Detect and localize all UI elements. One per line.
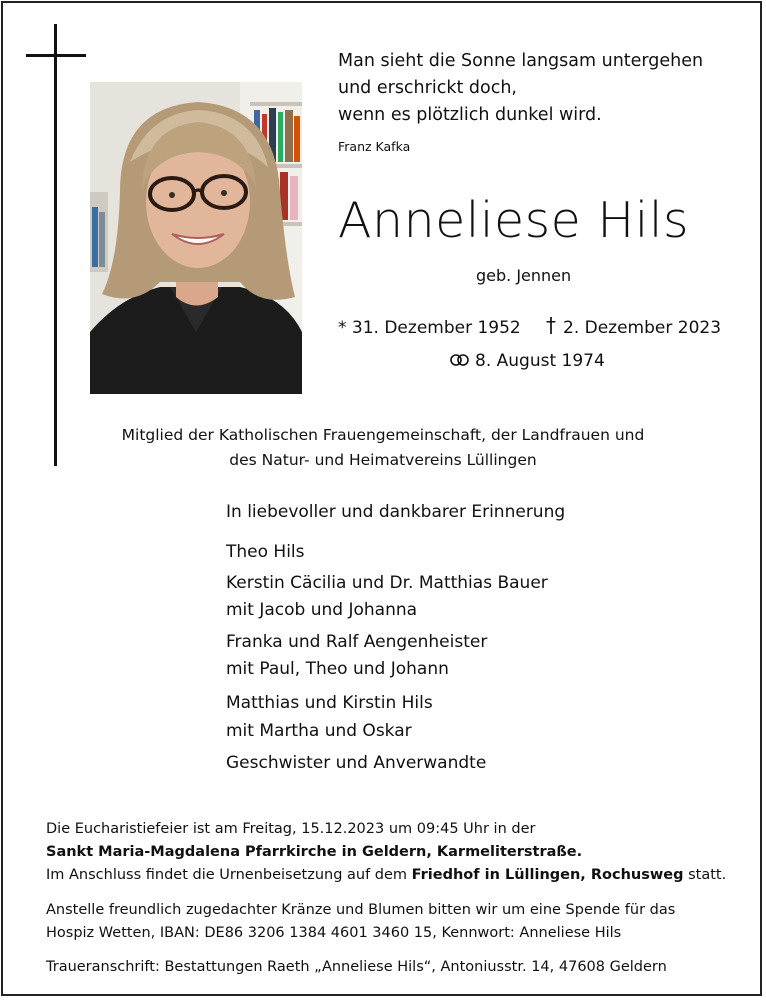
death-cross-icon: †: [546, 313, 556, 337]
maiden-name: geb. Jennen: [476, 266, 572, 285]
mourner-entry: mit Paul, Theo und Johann: [226, 659, 449, 679]
birth-date: * 31. Dezember 1952: [338, 318, 521, 338]
service-info: [46, 818, 726, 887]
mourners-intro: In liebevoller und dankbarer Erinnerung: [226, 502, 566, 522]
quote-author: Franz Kafka: [338, 139, 411, 154]
deceased-name: Anneliese Hils: [338, 192, 690, 249]
mourning-address: Traueranschrift: Bestattungen Raeth „Anneliese Hils“, Antoniusstr. 14, 47608 Geldern: [46, 959, 667, 975]
membership-line: Mitglied der Katholischen Frauengemeinschaft, der Landfrauen und: [121, 426, 645, 444]
mourner-entry: Matthias und Kirstin Hils: [226, 693, 433, 713]
quote-line: Man sieht die Sonne langsam untergehen: [338, 51, 704, 71]
donation-line: Hospiz Wetten, IBAN: DE86 3206 1384 4601 3460 15, Kennwort: Anneliese Hils: [46, 925, 622, 941]
donation-line: Anstelle freundlich zugedachter Kränze und Blumen bitten wir um eine Spende für das: [46, 902, 676, 918]
wedding-date: 8. August 1974: [475, 351, 605, 371]
membership-line: des Natur- und Heimatvereins Lüllingen: [229, 451, 537, 469]
mourner-entry: Kerstin Cäcilia und Dr. Matthias Bauer: [226, 573, 548, 593]
cemetery-location: Friedhof in Lüllingen, Rochusweg: [411, 867, 684, 883]
death-date: 2. Dezember 2023: [563, 318, 722, 338]
quote-line: wenn es plötzlich dunkel wird.: [338, 105, 602, 125]
mourner-entry: mit Martha und Oskar: [226, 721, 412, 741]
church-location: Sankt Maria-Magdalena Pfarrkirche in Geldern, Karmeliterstraße.: [46, 844, 583, 860]
service-line: Die Eucharistiefeier ist am Freitag, 15.12.2023 um 09:45 Uhr in der: [46, 821, 536, 837]
membership-text: [0, 423, 766, 473]
quote-text: [338, 48, 703, 129]
donation-info: [46, 899, 675, 945]
portrait-photo: [90, 82, 302, 394]
burial-line: Im Anschluss findet die Urnenbeisetzung auf dem Friedhof in Lüllingen, Rochusweg statt.: [46, 867, 727, 883]
quote-line: und erschrickt doch,: [338, 78, 517, 98]
mourner-entry: Theo Hils: [226, 542, 305, 562]
mourner-entry: Geschwister und Anverwandte: [226, 753, 487, 773]
wedding-rings-icon: [449, 353, 471, 367]
mourner-entry: Franka und Ralf Aengenheister: [226, 632, 488, 652]
mourner-entry: mit Jacob und Johanna: [226, 600, 418, 620]
